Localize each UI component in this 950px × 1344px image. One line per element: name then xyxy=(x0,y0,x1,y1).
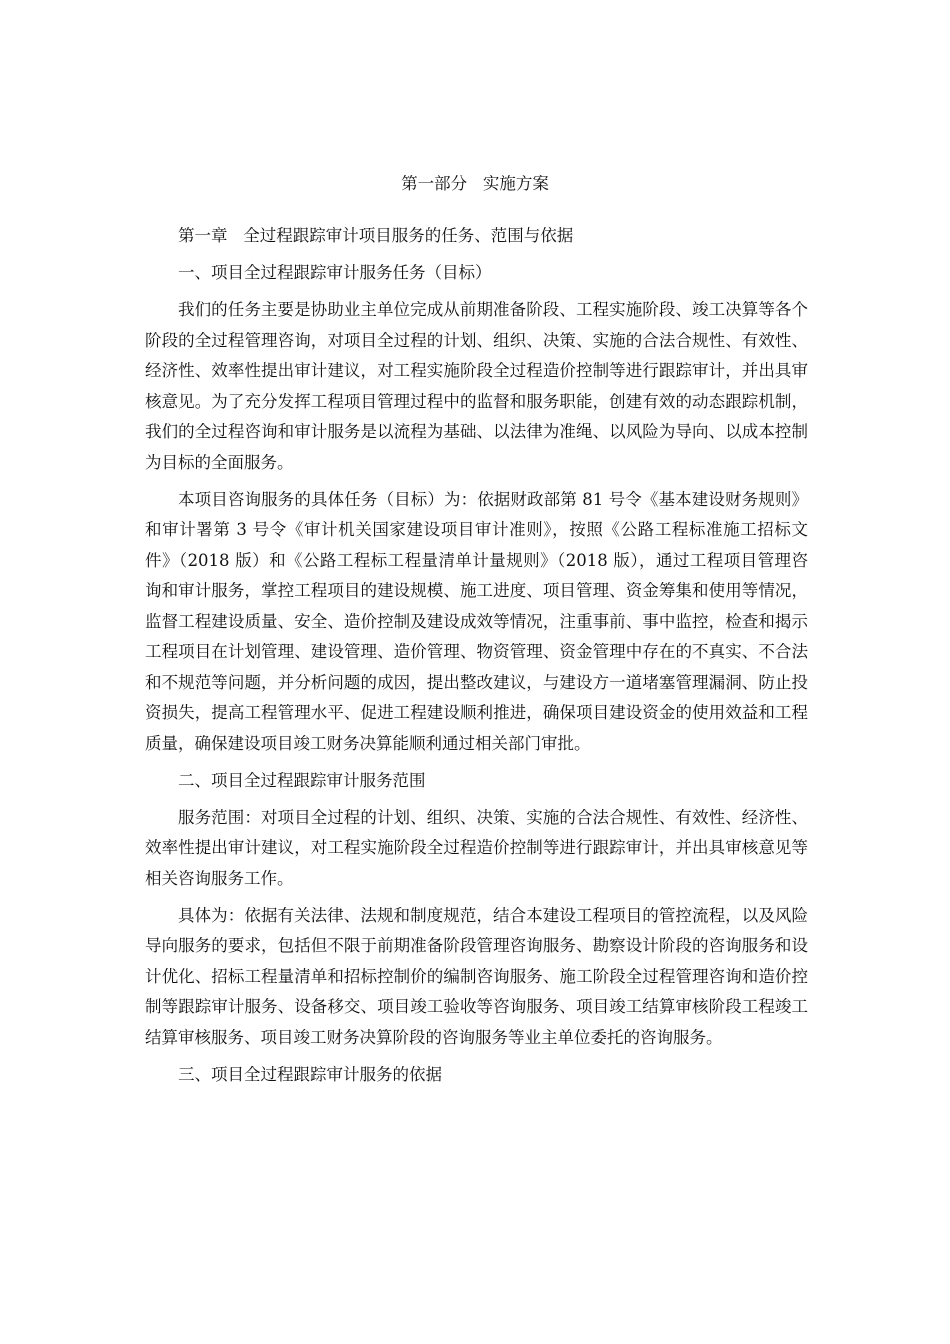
paragraph-tasks-specific: 本项目咨询服务的具体任务（目标）为：依据财政部第 81 号令《基本建设财务规则》和审计署第 3 号令《审计机关国家建设项目审计准则》，按照《公路工程标准施工招标文件》（2018 版）和《公路工程标工程量清单计量规则》（2018 版），通过工程项目管理咨询和审计服务，掌控工程项目的建设规模、施工进度、项目管理、资金筹集和使用等情况，监督工程建设质量、安全、造价控制及建设成效等情况，注重事前、事中监控，检查和揭示工程项目在计划管理、建设管理、造价管理、物资管理、资金管理中存在的不真实、不合法和不规范等问题，并分析问题的成因，提出整改建议，与建设方一道堵塞管理漏洞、防止投资损失，提高工程管理水平、促进工程建设顺利推进，确保项目建设资金的使用效益和工程质量，确保建设项目竣工财务决算能顺利通过相关部门审批。 xyxy=(145,489,808,753)
chapter-title: 第一章 全过程跟踪审计项目服务的任务、范围与依据 xyxy=(178,226,574,245)
paragraph-scope: 服务范围：对项目全过程的计划、组织、决策、实施的合法合规性、有效性、经济性、效率性提出审计建议，对工程实施阶段全过程造价控制等进行跟踪审计，并出具审核意见等相关咨询服务工作。 xyxy=(145,807,808,888)
document-body xyxy=(145,221,808,1097)
section-heading-scope: 二、项目全过程跟踪审计服务范围 xyxy=(178,770,426,790)
section-heading-tasks: 一、项目全过程跟踪审计服务任务（目标） xyxy=(178,263,492,282)
paragraph-scope-detail: 具体为：依据有关法律、法规和制度规范，结合本建设工程项目的管控流程，以及风险导向服务的要求，包括但不限于前期准备阶段管理咨询服务、勘察设计阶段的咨询服务和设计优化、招标工程量清单和招标控制价的编制咨询服务、施工阶段全过程管理咨询和造价控制等跟踪审计服务、设备移交、项目竣工验收等咨询服务、项目竣工结算审核阶段工程竣工结算审核服务、项目竣工财务决算阶段的咨询服务等业主单位委托的咨询服务。 xyxy=(145,905,808,1047)
section-heading-basis: 三、项目全过程跟踪审计服务的依据 xyxy=(178,1064,442,1084)
paragraph-tasks-main: 我们的任务主要是协助业主单位完成从前期准备阶段、工程实施阶段、竣工决算等各个阶段的全过程管理咨询，对项目全过程的计划、组织、决策、实施的合法合规性、有效性、经济性、效率性提出审计建议，对工程实施阶段全过程造价控制等进行跟踪审计，并出具审核意见。为了充分发挥工程项目管理过程中的监督和服务职能，创建有效的动态跟踪机制，我们的全过程咨询和审计服务是以流程为基础、以法律为准绳、以风险为导向、以成本控制为目标的全面服务。 xyxy=(145,300,808,472)
part-title: 第一部分 实施方案 xyxy=(401,174,549,193)
